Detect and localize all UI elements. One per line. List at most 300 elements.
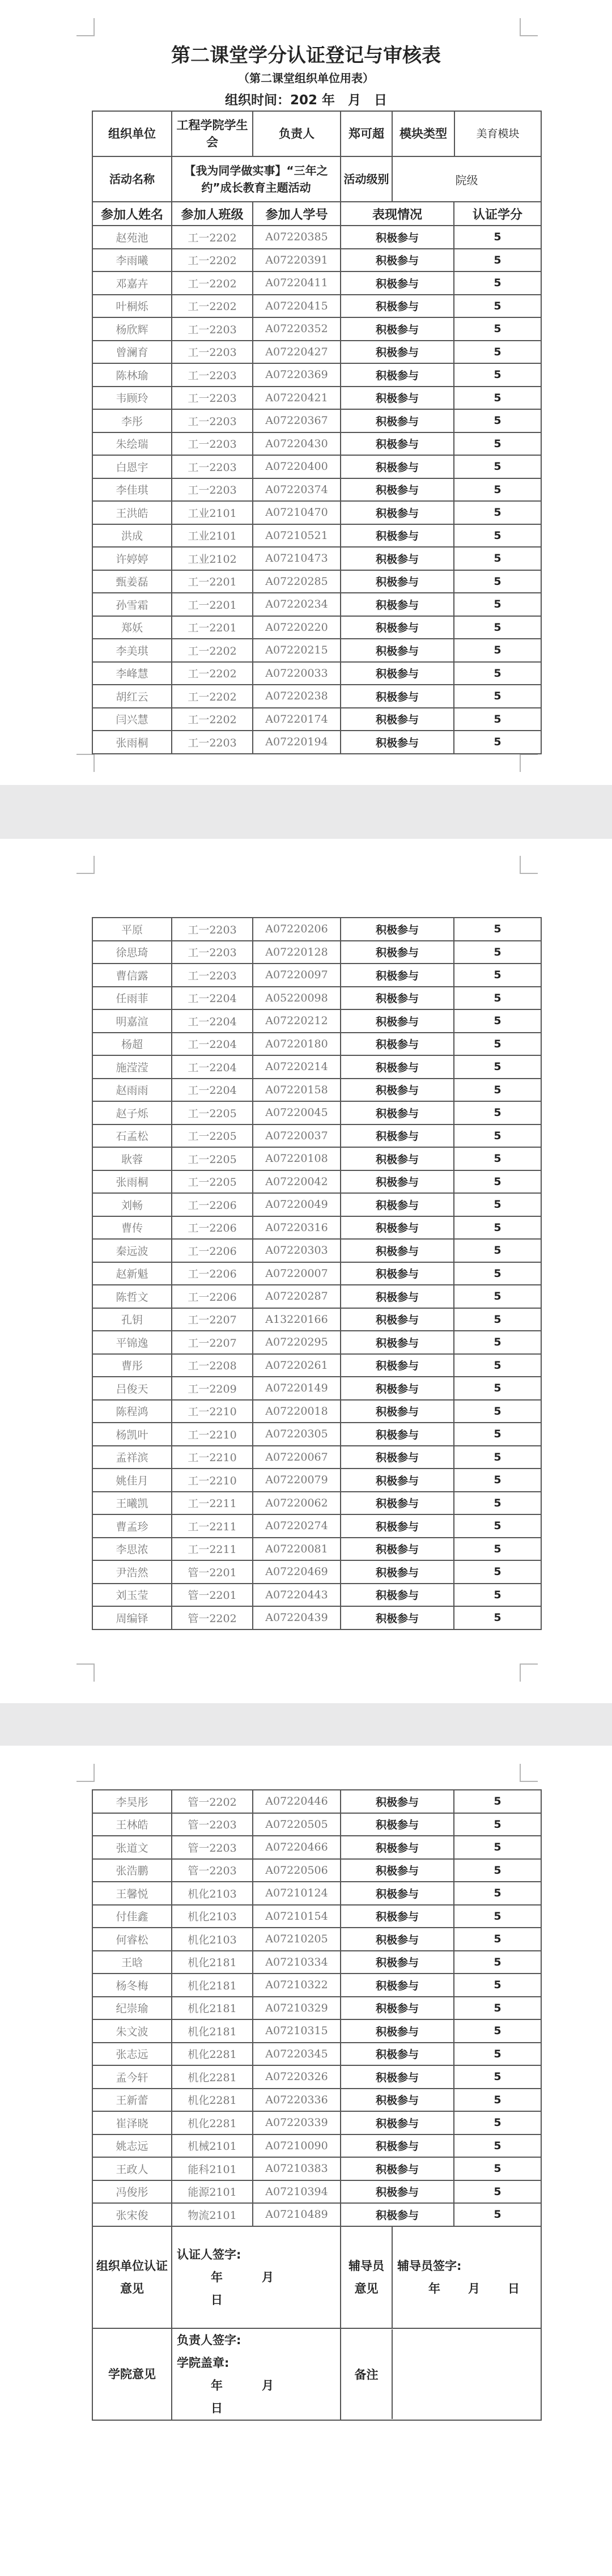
credit-cell: 5 bbox=[454, 1400, 541, 1423]
credit-cell: 5 bbox=[454, 2043, 541, 2066]
table-row bbox=[92, 1538, 541, 1561]
participant-name-cell: 刘畅 bbox=[92, 1193, 172, 1216]
participant-name-cell: 平锦逸 bbox=[92, 1331, 172, 1354]
performance-cell: 积极参与 bbox=[341, 2089, 454, 2112]
participant-class-cell: 能源2101 bbox=[172, 2180, 253, 2204]
participant-name-cell: 王馨悦 bbox=[92, 1882, 172, 1905]
participant-name-cell: 石孟松 bbox=[92, 1124, 172, 1148]
column-header-id: 参加人学号 bbox=[253, 202, 341, 226]
registration-table-continued bbox=[92, 917, 542, 1630]
credit-cell: 5 bbox=[454, 1216, 541, 1240]
participant-name-cell: 曹孟珍 bbox=[92, 1514, 172, 1538]
performance-cell: 积极参与 bbox=[341, 547, 454, 570]
table-row bbox=[92, 501, 541, 524]
participant-name-cell: 王林皓 bbox=[92, 1813, 172, 1836]
participant-id-cell: A13220166 bbox=[253, 1308, 341, 1331]
counselor-signature-field[interactable]: 辅导员签字: bbox=[397, 2259, 462, 2273]
participant-id-cell: A07220042 bbox=[253, 1170, 341, 1194]
credit-cell: 5 bbox=[454, 1538, 541, 1561]
participant-id-cell: A07220400 bbox=[253, 455, 341, 478]
table-row bbox=[92, 2065, 541, 2089]
credit-cell: 5 bbox=[454, 1974, 541, 1997]
performance-cell: 积极参与 bbox=[341, 2203, 454, 2226]
participant-name-cell: 吕俊天 bbox=[92, 1377, 172, 1400]
credit-cell: 5 bbox=[454, 2089, 541, 2112]
crop-mark bbox=[520, 754, 538, 772]
table-row bbox=[92, 1239, 541, 1262]
table-row bbox=[92, 1400, 541, 1423]
table-row bbox=[92, 1790, 541, 1813]
credit-cell: 5 bbox=[454, 731, 541, 754]
participant-class-cell: 机化2103 bbox=[172, 1905, 253, 1928]
participant-id-cell: A07220206 bbox=[253, 918, 341, 941]
level-value: 院级 bbox=[455, 173, 478, 187]
performance-cell: 积极参与 bbox=[341, 1538, 454, 1561]
column-header-credit: 认证学分 bbox=[454, 202, 541, 226]
credit-cell: 5 bbox=[454, 1377, 541, 1400]
performance-cell: 积极参与 bbox=[341, 1285, 454, 1308]
performance-cell: 积极参与 bbox=[341, 1469, 454, 1492]
credit-cell: 5 bbox=[454, 1836, 541, 1859]
credit-cell: 5 bbox=[454, 570, 541, 593]
participant-id-cell: A07220037 bbox=[253, 1124, 341, 1148]
participant-name-cell: 叶桐烁 bbox=[92, 295, 172, 318]
crop-mark bbox=[76, 1663, 95, 1682]
participant-name-cell: 冯俊彤 bbox=[92, 2180, 172, 2204]
participant-name-cell: 刘玉莹 bbox=[92, 1584, 172, 1607]
performance-cell: 积极参与 bbox=[341, 1354, 454, 1377]
credit-cell: 5 bbox=[454, 2019, 541, 2043]
performance-cell: 积极参与 bbox=[341, 2180, 454, 2204]
table-row bbox=[92, 547, 541, 570]
participant-class-cell: 物流2101 bbox=[172, 2203, 253, 2226]
credit-cell: 5 bbox=[454, 1514, 541, 1538]
participant-name-cell: 王洪皓 bbox=[92, 501, 172, 524]
participant-id-cell: A07220339 bbox=[253, 2111, 341, 2134]
credit-cell: 5 bbox=[454, 271, 541, 295]
participant-class-cell: 工一2206 bbox=[172, 1239, 253, 1262]
performance-cell: 积极参与 bbox=[341, 1377, 454, 1400]
participant-name-cell: 曹传 bbox=[92, 1216, 172, 1240]
table-row bbox=[92, 2180, 541, 2204]
table-row bbox=[92, 1606, 541, 1629]
participant-id-cell: A07210334 bbox=[253, 1951, 341, 1974]
participant-id-cell: A07220149 bbox=[253, 1377, 341, 1400]
table-row bbox=[92, 964, 541, 987]
remark-field[interactable] bbox=[392, 2329, 541, 2419]
performance-cell: 积极参与 bbox=[341, 432, 454, 456]
participant-name-cell: 杨冬梅 bbox=[92, 1974, 172, 1997]
table-row bbox=[92, 1331, 541, 1354]
participant-name-cell: 陈林瑜 bbox=[92, 363, 172, 387]
participant-id-cell: A07220374 bbox=[253, 478, 341, 502]
participant-name-cell: 曹信露 bbox=[92, 964, 172, 987]
org-signature-field[interactable]: 认证人签字: bbox=[177, 2247, 241, 2261]
performance-cell: 积极参与 bbox=[341, 1400, 454, 1423]
participant-class-cell: 管一2202 bbox=[172, 1606, 253, 1629]
college-seal-field[interactable]: 学院盖章: bbox=[177, 2356, 230, 2370]
participant-name-cell: 王政人 bbox=[92, 2157, 172, 2180]
participant-id-cell: A07220049 bbox=[253, 1193, 341, 1216]
performance-cell: 积极参与 bbox=[341, 2134, 454, 2158]
performance-cell: 积极参与 bbox=[341, 1170, 454, 1194]
participant-id-cell: A07220421 bbox=[253, 387, 341, 410]
participant-id-cell: A07210473 bbox=[253, 547, 341, 570]
table-row bbox=[92, 1514, 541, 1538]
participant-name-cell: 纪崇瑜 bbox=[92, 1997, 172, 2020]
participant-id-cell: A05220098 bbox=[253, 987, 341, 1010]
participant-name-cell: 张雨桐 bbox=[92, 1170, 172, 1194]
participant-class-cell: 管一2203 bbox=[172, 1859, 253, 1882]
participant-id-cell: A07210489 bbox=[253, 2203, 341, 2226]
page-1 bbox=[0, 0, 612, 785]
participant-class-cell: 工一2202 bbox=[172, 685, 253, 708]
table-row bbox=[92, 2089, 541, 2112]
participant-id-cell: A07220446 bbox=[253, 1790, 341, 1813]
credit-cell: 5 bbox=[454, 1446, 541, 1469]
table-row bbox=[92, 387, 541, 410]
participant-name-cell: 任雨菲 bbox=[92, 987, 172, 1010]
leader-signature-field[interactable]: 负责人签字: bbox=[177, 2333, 241, 2347]
participant-name-cell: 耿蓉 bbox=[92, 1147, 172, 1170]
participant-class-cell: 工一2205 bbox=[172, 1124, 253, 1148]
year-label: 年 bbox=[211, 2378, 223, 2392]
performance-cell: 积极参与 bbox=[341, 295, 454, 318]
table-row bbox=[92, 570, 541, 593]
table-row bbox=[92, 685, 541, 708]
participant-name-cell: 孟祥滨 bbox=[92, 1446, 172, 1469]
performance-cell: 积极参与 bbox=[341, 1974, 454, 1997]
participant-id-cell: A07220220 bbox=[253, 616, 341, 639]
crop-mark bbox=[520, 1764, 538, 1782]
participant-id-cell: A07220287 bbox=[253, 1285, 341, 1308]
participant-name-cell: 周编铎 bbox=[92, 1606, 172, 1629]
table-row bbox=[92, 1216, 541, 1240]
participant-name-cell: 朱文波 bbox=[92, 2019, 172, 2043]
participant-id-cell: A07220033 bbox=[253, 662, 341, 685]
participant-name-cell: 王新蕾 bbox=[92, 2089, 172, 2112]
performance-cell: 积极参与 bbox=[341, 639, 454, 662]
table-row bbox=[92, 1124, 541, 1148]
participant-class-cell: 工一2205 bbox=[172, 1101, 253, 1124]
performance-cell: 积极参与 bbox=[341, 363, 454, 387]
participant-class-cell: 工一2203 bbox=[172, 432, 253, 456]
performance-cell: 积极参与 bbox=[341, 1446, 454, 1469]
participant-name-cell: 曾澜育 bbox=[92, 341, 172, 364]
credit-cell: 5 bbox=[454, 593, 541, 616]
table-row bbox=[92, 1882, 541, 1905]
participant-class-cell: 工一2206 bbox=[172, 1262, 253, 1285]
remark-label: 备注 bbox=[341, 2329, 392, 2419]
credit-cell: 5 bbox=[454, 2180, 541, 2204]
performance-cell: 积极参与 bbox=[341, 918, 454, 941]
participant-class-cell: 工一2202 bbox=[172, 295, 253, 318]
participant-id-cell: A07210154 bbox=[253, 1905, 341, 1928]
college-opinion-label: 学院意见 bbox=[92, 2328, 172, 2420]
participant-id-cell: A07220385 bbox=[253, 226, 341, 249]
participant-class-cell: 工一2203 bbox=[172, 941, 253, 964]
credit-cell: 5 bbox=[454, 1584, 541, 1607]
document-subtitle: （第二课堂组织单位用表） bbox=[238, 71, 374, 85]
table-row bbox=[92, 1170, 541, 1194]
participant-name-cell: 郑妖 bbox=[92, 616, 172, 639]
credit-cell: 5 bbox=[454, 918, 541, 941]
participant-name-cell: 张雨桐 bbox=[92, 731, 172, 754]
table-row bbox=[92, 1079, 541, 1102]
participant-class-cell: 工一2210 bbox=[172, 1400, 253, 1423]
participant-id-cell: A07220180 bbox=[253, 1033, 341, 1056]
performance-cell: 积极参与 bbox=[341, 317, 454, 341]
credit-cell: 5 bbox=[454, 1009, 541, 1033]
participant-name-cell: 赵新魁 bbox=[92, 1262, 172, 1285]
participant-id-cell: A07220007 bbox=[253, 1262, 341, 1285]
performance-cell: 积极参与 bbox=[341, 501, 454, 524]
crop-mark bbox=[520, 856, 538, 874]
participant-class-cell: 工一2210 bbox=[172, 1423, 253, 1446]
performance-cell: 积极参与 bbox=[341, 478, 454, 502]
participant-id-cell: A07220234 bbox=[253, 593, 341, 616]
participant-id-cell: A07220045 bbox=[253, 1101, 341, 1124]
credit-cell: 5 bbox=[454, 1951, 541, 1974]
participant-name-cell: 白恩宇 bbox=[92, 455, 172, 478]
table-row bbox=[92, 941, 541, 964]
table-row bbox=[92, 226, 541, 249]
table-row bbox=[92, 731, 541, 754]
participant-class-cell: 机化2281 bbox=[172, 2111, 253, 2134]
table-row bbox=[92, 918, 541, 941]
table-row bbox=[92, 616, 541, 639]
participant-id-cell: A07220214 bbox=[253, 1055, 341, 1079]
participant-class-cell: 工一2205 bbox=[172, 1147, 253, 1170]
participant-name-cell: 秦远波 bbox=[92, 1239, 172, 1262]
participant-name-cell: 李佳琪 bbox=[92, 478, 172, 502]
participant-id-cell: A07220295 bbox=[253, 1331, 341, 1354]
credit-cell: 5 bbox=[454, 1928, 541, 1951]
credit-cell: 5 bbox=[454, 1055, 541, 1079]
participant-id-cell: A07220466 bbox=[253, 1836, 341, 1859]
participant-id-cell: A07220238 bbox=[253, 685, 341, 708]
participant-class-cell: 工一2206 bbox=[172, 1216, 253, 1240]
participant-id-cell: A07220285 bbox=[253, 570, 341, 593]
participant-class-cell: 工一2211 bbox=[172, 1492, 253, 1515]
participant-name-cell: 孟今轩 bbox=[92, 2065, 172, 2089]
participant-id-cell: A07220391 bbox=[253, 249, 341, 272]
credit-cell: 5 bbox=[454, 2065, 541, 2089]
crop-mark bbox=[76, 18, 95, 36]
table-row bbox=[92, 1974, 541, 1997]
participant-id-cell: A07220108 bbox=[253, 1147, 341, 1170]
performance-cell: 积极参与 bbox=[341, 1079, 454, 1102]
table-row bbox=[92, 295, 541, 318]
performance-cell: 积极参与 bbox=[341, 249, 454, 272]
participant-class-cell: 管一2201 bbox=[172, 1560, 253, 1584]
performance-cell: 积极参与 bbox=[341, 1882, 454, 1905]
performance-cell: 积极参与 bbox=[341, 1560, 454, 1584]
page-3 bbox=[0, 1746, 612, 2576]
participant-name-cell: 杨欣辉 bbox=[92, 317, 172, 341]
table-row bbox=[92, 1905, 541, 1928]
credit-cell: 5 bbox=[454, 1170, 541, 1194]
participant-id-cell: A07220128 bbox=[253, 941, 341, 964]
participant-class-cell: 工一2203 bbox=[172, 731, 253, 754]
participant-class-cell: 工一2202 bbox=[172, 271, 253, 295]
performance-cell: 积极参与 bbox=[341, 1790, 454, 1813]
credit-cell: 5 bbox=[454, 1285, 541, 1308]
table-row bbox=[92, 1446, 541, 1469]
column-header-class: 参加人班级 bbox=[172, 202, 253, 226]
participant-name-cell: 姚志远 bbox=[92, 2134, 172, 2158]
table-row bbox=[92, 639, 541, 662]
credit-cell: 5 bbox=[454, 363, 541, 387]
participant-id-cell: A07220427 bbox=[253, 341, 341, 364]
participant-class-cell: 工一2202 bbox=[172, 226, 253, 249]
table-row bbox=[92, 1377, 541, 1400]
participant-class-cell: 机化2181 bbox=[172, 2019, 253, 2043]
credit-cell: 5 bbox=[454, 1331, 541, 1354]
participant-class-cell: 工一2202 bbox=[172, 662, 253, 685]
credit-cell: 5 bbox=[454, 524, 541, 548]
credit-cell: 5 bbox=[454, 1239, 541, 1262]
performance-cell: 积极参与 bbox=[341, 2019, 454, 2043]
table-row bbox=[92, 1492, 541, 1515]
credit-cell: 5 bbox=[454, 1193, 541, 1216]
participant-id-cell: A07220411 bbox=[253, 271, 341, 295]
participant-class-cell: 工一2207 bbox=[172, 1308, 253, 1331]
performance-cell: 积极参与 bbox=[341, 2111, 454, 2134]
participant-class-cell: 工一2204 bbox=[172, 1033, 253, 1056]
table-row bbox=[92, 1469, 541, 1492]
participant-class-cell: 机化2181 bbox=[172, 1997, 253, 2020]
participant-class-cell: 工一2207 bbox=[172, 1331, 253, 1354]
table-row bbox=[92, 1285, 541, 1308]
level-label: 活动级别 bbox=[341, 157, 392, 201]
day-label: 日 bbox=[211, 2293, 223, 2307]
participant-name-cell: 何睿松 bbox=[92, 1928, 172, 1951]
performance-cell: 积极参与 bbox=[341, 2065, 454, 2089]
performance-cell: 积极参与 bbox=[341, 524, 454, 548]
participant-name-cell: 甄姜磊 bbox=[92, 570, 172, 593]
performance-cell: 积极参与 bbox=[341, 1584, 454, 1607]
table-row bbox=[92, 2019, 541, 2043]
activity-label: 活动名称 bbox=[92, 156, 172, 202]
performance-cell: 积极参与 bbox=[341, 1836, 454, 1859]
credit-cell: 5 bbox=[454, 616, 541, 639]
credit-cell: 5 bbox=[454, 1423, 541, 1446]
participant-class-cell: 工一2210 bbox=[172, 1446, 253, 1469]
participant-class-cell: 工业2101 bbox=[172, 524, 253, 548]
day-label: 日 bbox=[508, 2281, 520, 2295]
participant-name-cell: 赵子烁 bbox=[92, 1101, 172, 1124]
participant-class-cell: 工一2211 bbox=[172, 1538, 253, 1561]
participant-id-cell: A07220215 bbox=[253, 639, 341, 662]
participant-name-cell: 赵雨雨 bbox=[92, 1079, 172, 1102]
credit-cell: 5 bbox=[454, 1354, 541, 1377]
credit-cell: 5 bbox=[454, 226, 541, 249]
credit-cell: 5 bbox=[454, 1262, 541, 1285]
credit-cell: 5 bbox=[454, 2134, 541, 2158]
participant-class-cell: 工一2203 bbox=[172, 409, 253, 432]
performance-cell: 积极参与 bbox=[341, 1033, 454, 1056]
table-row bbox=[92, 1997, 541, 2020]
participant-class-cell: 工一2203 bbox=[172, 363, 253, 387]
table-row bbox=[92, 249, 541, 272]
participant-id-cell: A07220081 bbox=[253, 1538, 341, 1561]
table-row bbox=[92, 1423, 541, 1446]
performance-cell: 积极参与 bbox=[341, 226, 454, 249]
performance-cell: 积极参与 bbox=[341, 2043, 454, 2066]
table-row bbox=[92, 662, 541, 685]
table-row bbox=[92, 987, 541, 1010]
crop-mark bbox=[520, 18, 538, 36]
participant-id-cell: A07210394 bbox=[253, 2180, 341, 2204]
table-row bbox=[92, 1836, 541, 1859]
crop-mark bbox=[76, 1764, 95, 1782]
performance-cell: 积极参与 bbox=[341, 1423, 454, 1446]
participant-class-cell: 工一2203 bbox=[172, 317, 253, 341]
participant-class-cell: 管一2201 bbox=[172, 1584, 253, 1607]
table-row bbox=[92, 2111, 541, 2134]
credit-cell: 5 bbox=[454, 387, 541, 410]
table-row bbox=[92, 708, 541, 731]
participant-class-cell: 工一2204 bbox=[172, 1009, 253, 1033]
table-row bbox=[92, 1101, 541, 1124]
credit-cell: 5 bbox=[454, 1905, 541, 1928]
table-row bbox=[92, 1193, 541, 1216]
leader-label: 负责人 bbox=[253, 111, 341, 156]
participant-name-cell: 王曦凯 bbox=[92, 1492, 172, 1515]
credit-cell: 5 bbox=[454, 685, 541, 708]
performance-cell: 积极参与 bbox=[341, 616, 454, 639]
credit-cell: 5 bbox=[454, 455, 541, 478]
participant-name-cell: 李峰慧 bbox=[92, 662, 172, 685]
participant-class-cell: 机化2281 bbox=[172, 2089, 253, 2112]
participant-id-cell: A07220369 bbox=[253, 363, 341, 387]
participant-name-cell: 徐思琦 bbox=[92, 941, 172, 964]
participant-name-cell: 张宋俊 bbox=[92, 2203, 172, 2226]
participant-name-cell: 朱绘瑞 bbox=[92, 432, 172, 456]
performance-cell: 积极参与 bbox=[341, 685, 454, 708]
participant-name-cell: 付佳鑫 bbox=[92, 1905, 172, 1928]
participant-name-cell: 杨超 bbox=[92, 1033, 172, 1056]
participant-class-cell: 工一2203 bbox=[172, 478, 253, 502]
participant-class-cell: 工一2203 bbox=[172, 964, 253, 987]
table-row bbox=[92, 363, 541, 387]
participant-name-cell: 尹浩然 bbox=[92, 1560, 172, 1584]
performance-cell: 积极参与 bbox=[341, 662, 454, 685]
performance-cell: 积极参与 bbox=[341, 1308, 454, 1331]
table-row bbox=[92, 593, 541, 616]
participant-class-cell: 工一2203 bbox=[172, 918, 253, 941]
participant-class-cell: 管一2202 bbox=[172, 1790, 253, 1813]
participant-id-cell: A07220018 bbox=[253, 1400, 341, 1423]
credit-cell: 5 bbox=[454, 2203, 541, 2226]
participant-id-cell: A07220345 bbox=[253, 2043, 341, 2066]
performance-cell: 积极参与 bbox=[341, 570, 454, 593]
participant-id-cell: A07220505 bbox=[253, 1813, 341, 1836]
participant-id-cell: A07220194 bbox=[253, 731, 341, 754]
participant-name-cell: 李彤 bbox=[92, 409, 172, 432]
participant-class-cell: 能科2101 bbox=[172, 2157, 253, 2180]
credit-cell: 5 bbox=[454, 1101, 541, 1124]
credit-cell: 5 bbox=[454, 2111, 541, 2134]
credit-cell: 5 bbox=[454, 295, 541, 318]
table-row bbox=[92, 1951, 541, 1974]
participant-name-cell: 张浩鹏 bbox=[92, 1859, 172, 1882]
table-row bbox=[92, 478, 541, 502]
participant-class-cell: 工一2201 bbox=[172, 616, 253, 639]
participant-name-cell: 许婷婷 bbox=[92, 547, 172, 570]
credit-cell: 5 bbox=[454, 964, 541, 987]
